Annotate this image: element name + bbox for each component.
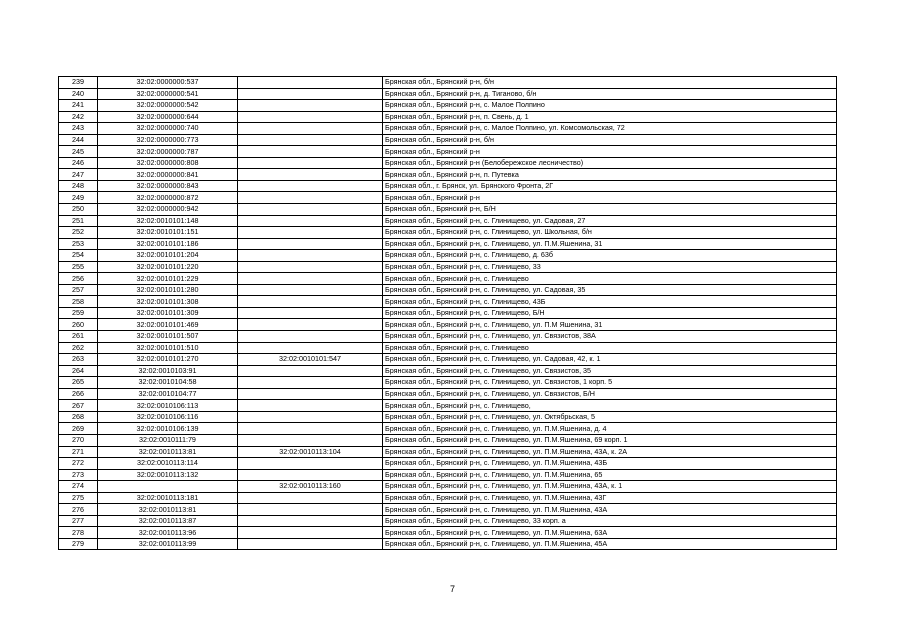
table-row [59,469,837,481]
row-number-cell: 279 [59,538,98,550]
table-row [59,180,837,192]
cadastral-number-cell: 32:02:0010113:96 [98,527,238,539]
address-cell: Брянская обл., Брянский р-н, с. Глинищево, Б/Н [383,307,837,319]
table-row [59,527,837,539]
cadastral-number-cell: 32:02:0010113:132 [98,469,238,481]
row-number-cell: 241 [59,100,98,112]
address-cell: Брянская обл., Брянский р-н, с. Глинищево, ул. Школьная, б/н [383,227,837,239]
row-number-cell: 276 [59,504,98,516]
address-cell: Брянская обл., Брянский р-н, с. Глинищево, ул. П.М.Яшенина, 43А, к. 2А [383,446,837,458]
related-cadastral-number-cell [238,319,383,331]
table-row [59,354,837,366]
table-row [59,123,837,135]
row-number-cell: 265 [59,377,98,389]
cadastral-number-cell: 32:02:0010106:139 [98,423,238,435]
address-cell: Брянская обл., Брянский р-н, с. Глинищево, ул. П.М.Яшенина, 69 корп. 1 [383,434,837,446]
related-cadastral-number-cell [238,458,383,470]
cadastral-number-cell: 32:02:0010101:148 [98,215,238,227]
related-cadastral-number-cell [238,100,383,112]
related-cadastral-number-cell [238,123,383,135]
address-cell: Брянская обл., Брянский р-н, с. Глинищево, ул. Садовая, 35 [383,284,837,296]
cadastral-number-cell: 32:02:0000000:537 [98,77,238,89]
table-row [59,400,837,412]
related-cadastral-number-cell [238,180,383,192]
table-row [59,146,837,158]
related-cadastral-number-cell [238,331,383,343]
table-row [59,88,837,100]
cadastral-number-cell: 32:02:0000000:740 [98,123,238,135]
cadastral-number-cell: 32:02:0010101:280 [98,284,238,296]
cadastral-number-cell: 32:02:0000000:787 [98,146,238,158]
address-cell: Брянская обл., Брянский р-н, с. Глинищево, [383,400,837,412]
cadastral-number-cell: 32:02:0010101:507 [98,331,238,343]
cadastral-number-cell: 32:02:0000000:542 [98,100,238,112]
related-cadastral-number-cell [238,411,383,423]
related-cadastral-number-cell [238,111,383,123]
row-number-cell: 261 [59,331,98,343]
related-cadastral-number-cell [238,365,383,377]
table-row [59,481,837,493]
row-number-cell: 260 [59,319,98,331]
address-cell: Брянская обл., Брянский р-н, с. Глинищево, ул. Октябрьская, 5 [383,411,837,423]
row-number-cell: 249 [59,192,98,204]
related-cadastral-number-cell [238,504,383,516]
table-row [59,111,837,123]
cadastral-number-cell: 32:02:0010111:79 [98,434,238,446]
related-cadastral-number-cell [238,400,383,412]
cadastral-number-cell: 32:02:0010101:151 [98,227,238,239]
address-cell: Брянская обл., Брянский р-н, с. Глинищево [383,273,837,285]
row-number-cell: 243 [59,123,98,135]
row-number-cell: 270 [59,434,98,446]
table-row [59,215,837,227]
cadastral-number-cell: 32:02:0010101:220 [98,261,238,273]
cadastral-number-cell: 32:02:0010101:229 [98,273,238,285]
related-cadastral-number-cell [238,134,383,146]
cadastral-number-cell: 32:02:0010113:87 [98,515,238,527]
cadastral-number-cell: 32:02:0010101:309 [98,307,238,319]
table-row [59,77,837,89]
cadastral-number-cell: 32:02:0010113:81 [98,504,238,516]
address-cell: Брянская обл., Брянский р-н, с. Глинищево, ул. П.М.Яшенина, 63А [383,527,837,539]
address-cell: Брянская обл., Брянский р-н, с. Глинищево, ул. П.М.Яшенина, 43А, к. 1 [383,481,837,493]
row-number-cell: 267 [59,400,98,412]
cadastral-number-cell: 32:02:0010101:308 [98,296,238,308]
address-cell: Брянская обл., Брянский р-н, с. Глинищево, 33 корп. а [383,515,837,527]
related-cadastral-number-cell: 32:02:0010113:160 [238,481,383,493]
row-number-cell: 255 [59,261,98,273]
table-row [59,411,837,423]
related-cadastral-number-cell [238,469,383,481]
row-number-cell: 242 [59,111,98,123]
table-row [59,377,837,389]
records-table [58,76,837,550]
address-cell: Брянская обл., Брянский р-н, б/н [383,134,837,146]
address-cell: Брянская обл., Брянский р-н, с. Глинищево, ул. П.М.Яшенина, 43Г [383,492,837,504]
table-row [59,204,837,216]
related-cadastral-number-cell [238,215,383,227]
row-number-cell: 253 [59,238,98,250]
related-cadastral-number-cell [238,273,383,285]
address-cell: Брянская обл., Брянский р-н [383,192,837,204]
address-cell: Брянская обл., Брянский р-н, с. Глинищево, ул. Связистов, Б/Н [383,388,837,400]
related-cadastral-number-cell [238,192,383,204]
table-row [59,307,837,319]
related-cadastral-number-cell [238,423,383,435]
row-number-cell: 262 [59,342,98,354]
cadastral-number-cell: 32:02:0000000:773 [98,134,238,146]
row-number-cell: 274 [59,481,98,493]
row-number-cell: 254 [59,250,98,262]
cadastral-number-cell: 32:02:0010101:204 [98,250,238,262]
cadastral-number-cell: 32:02:0000000:841 [98,169,238,181]
cadastral-number-cell: 32:02:0000000:541 [98,88,238,100]
row-number-cell: 257 [59,284,98,296]
address-cell: Брянская обл., Брянский р-н, б/н [383,77,837,89]
cadastral-number-cell: 32:02:0010104:58 [98,377,238,389]
address-cell: Брянская обл., Брянский р-н, с. Глинищево, ул. Связистов, 35 [383,365,837,377]
cadastral-number-cell: 32:02:0010104:77 [98,388,238,400]
cadastral-number-cell: 32:02:0000000:808 [98,157,238,169]
row-number-cell: 264 [59,365,98,377]
cadastral-number-cell: 32:02:0010113:181 [98,492,238,504]
table-row [59,446,837,458]
row-number-cell: 250 [59,204,98,216]
address-cell: Брянская обл., Брянский р-н, с. Глинищево, ул. Связистов, 38А [383,331,837,343]
related-cadastral-number-cell [238,238,383,250]
row-number-cell: 269 [59,423,98,435]
address-cell: Брянская обл., Брянский р-н, с. Малое Полпино [383,100,837,112]
address-cell: Брянская обл., Брянский р-н, с. Глинищево, ул. П.М.Яшенина, д. 4 [383,423,837,435]
cadastral-number-cell: 32:02:0000000:942 [98,204,238,216]
cadastral-number-cell: 32:02:0010103:91 [98,365,238,377]
address-cell: Брянская обл., Брянский р-н, с. Глинищево, ул. Садовая, 42, к. 1 [383,354,837,366]
table-row [59,388,837,400]
records-table-body [59,77,837,550]
cadastral-number-cell: 32:02:0010113:114 [98,458,238,470]
table-row [59,169,837,181]
address-cell: Брянская обл., Брянский р-н, с. Глинищево, ул. П.М.Яшенина, 65 [383,469,837,481]
related-cadastral-number-cell [238,307,383,319]
row-number-cell: 278 [59,527,98,539]
related-cadastral-number-cell: 32:02:0010101:547 [238,354,383,366]
related-cadastral-number-cell [238,146,383,158]
address-cell: Брянская обл., Брянский р-н, с. Глинищево, ул. П.М.Яшенина, 43А [383,504,837,516]
address-cell: Брянская обл., Брянский р-н, п. Путевка [383,169,837,181]
address-cell: Брянская обл., Брянский р-н, с. Глинищево, ул. П.М.Яшенина, 45А [383,538,837,550]
related-cadastral-number-cell [238,377,383,389]
row-number-cell: 271 [59,446,98,458]
related-cadastral-number-cell [238,515,383,527]
address-cell: Брянская обл., Брянский р-н, с. Глинищево, ул. Садовая, 27 [383,215,837,227]
address-cell: Брянская обл., Брянский р-н, с. Глинищево, ул. П.М.Яшенина, 31 [383,238,837,250]
row-number-cell: 239 [59,77,98,89]
cadastral-number-cell: 32:02:0010106:113 [98,400,238,412]
cadastral-number-cell: 32:02:0010101:186 [98,238,238,250]
table-row [59,492,837,504]
row-number-cell: 256 [59,273,98,285]
row-number-cell: 244 [59,134,98,146]
cadastral-number-cell: 32:02:0000000:644 [98,111,238,123]
table-row [59,250,837,262]
related-cadastral-number-cell [238,157,383,169]
address-cell: Брянская обл., Брянский р-н, п. Свень, д. 1 [383,111,837,123]
table-row [59,342,837,354]
cadastral-number-cell: 32:02:0010101:510 [98,342,238,354]
table-row [59,238,837,250]
cadastral-number-cell: 32:02:0010106:116 [98,411,238,423]
row-number-cell: 263 [59,354,98,366]
address-cell: Брянская обл., Брянский р-н, с. Глинищево, д. 63б [383,250,837,262]
table-row [59,538,837,550]
address-cell: Брянская обл., Брянский р-н, Б/Н [383,204,837,216]
table-row [59,227,837,239]
table-row [59,284,837,296]
row-number-cell: 272 [59,458,98,470]
row-number-cell: 251 [59,215,98,227]
related-cadastral-number-cell: 32:02:0010113:104 [238,446,383,458]
row-number-cell: 240 [59,88,98,100]
row-number-cell: 266 [59,388,98,400]
related-cadastral-number-cell [238,434,383,446]
related-cadastral-number-cell [238,250,383,262]
address-cell: Брянская обл., Брянский р-н, с. Глинищево [383,342,837,354]
cadastral-number-cell [98,481,238,493]
related-cadastral-number-cell [238,77,383,89]
address-cell: Брянская обл., Брянский р-н [383,146,837,158]
row-number-cell: 258 [59,296,98,308]
table-row [59,273,837,285]
table-row [59,261,837,273]
row-number-cell: 252 [59,227,98,239]
related-cadastral-number-cell [238,492,383,504]
related-cadastral-number-cell [238,88,383,100]
related-cadastral-number-cell [238,169,383,181]
address-cell: Брянская обл., Брянский р-н (Белобережское лесничество) [383,157,837,169]
table-row [59,434,837,446]
related-cadastral-number-cell [238,527,383,539]
cadastral-number-cell: 32:02:0010101:469 [98,319,238,331]
cadastral-number-cell: 32:02:0000000:872 [98,192,238,204]
row-number-cell: 268 [59,411,98,423]
row-number-cell: 247 [59,169,98,181]
table-row [59,504,837,516]
row-number-cell: 246 [59,157,98,169]
table-row [59,157,837,169]
address-cell: Брянская обл., Брянский р-н, с. Глинищево, ул. Связистов, 1 корп. 5 [383,377,837,389]
table-row [59,319,837,331]
table-row [59,134,837,146]
row-number-cell: 277 [59,515,98,527]
table-row [59,192,837,204]
related-cadastral-number-cell [238,388,383,400]
table-row [59,331,837,343]
table-row [59,100,837,112]
related-cadastral-number-cell [238,227,383,239]
related-cadastral-number-cell [238,296,383,308]
table-row [59,296,837,308]
address-cell: Брянская обл., Брянский р-н, с. Малое Полпино, ул. Комсомольская, 72 [383,123,837,135]
cadastral-number-cell: 32:02:0010113:99 [98,538,238,550]
row-number-cell: 273 [59,469,98,481]
table-row [59,423,837,435]
address-cell: Брянская обл., Брянский р-н, с. Глинищево, ул. П.М.Яшенина, 43Б [383,458,837,470]
related-cadastral-number-cell [238,284,383,296]
address-cell: Брянская обл., Брянский р-н, с. Глинищево, 33 [383,261,837,273]
table-row [59,365,837,377]
address-cell: Брянская обл., Брянский р-н, д. Тиганово, б/н [383,88,837,100]
row-number-cell: 259 [59,307,98,319]
cadastral-number-cell: 32:02:0000000:843 [98,180,238,192]
table-row [59,458,837,470]
related-cadastral-number-cell [238,204,383,216]
address-cell: Брянская обл., г. Брянск, ул. Брянского Фронта, 2Г [383,180,837,192]
cadastral-number-cell: 32:02:0010101:270 [98,354,238,366]
address-cell: Брянская обл., Брянский р-н, с. Глинищево, ул. П.М Яшенина, 31 [383,319,837,331]
cadastral-number-cell: 32:02:0010113:81 [98,446,238,458]
related-cadastral-number-cell [238,538,383,550]
row-number-cell: 275 [59,492,98,504]
row-number-cell: 248 [59,180,98,192]
page-number: 7 [449,584,455,594]
table-row [59,515,837,527]
related-cadastral-number-cell [238,342,383,354]
row-number-cell: 245 [59,146,98,158]
related-cadastral-number-cell [238,261,383,273]
address-cell: Брянская обл., Брянский р-н, с. Глинищево, 43Б [383,296,837,308]
